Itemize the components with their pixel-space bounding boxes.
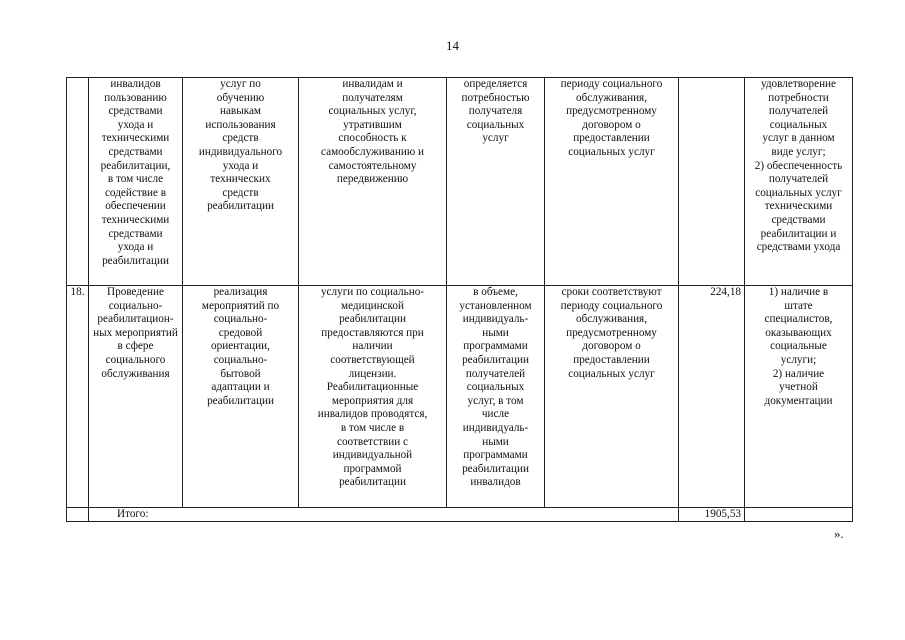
total-row xyxy=(67,508,853,522)
cell-tariff: 224,18 xyxy=(679,286,745,508)
page-number: 14 xyxy=(446,38,459,53)
cell-service-terms: периоду социального обслуживания, предусмотренному договором о предоставлении социальных услуг xyxy=(545,78,679,286)
closing-quote-mark: ». xyxy=(834,526,844,541)
cell-number xyxy=(67,78,89,286)
table-row xyxy=(67,78,853,286)
cell-tariff xyxy=(679,78,745,286)
cell-service-conditions: инвалидам и получателям социальных услуг, утратившим способность к самообслуживанию и самостоятельному передвижению xyxy=(299,78,447,286)
total-label: Итого: xyxy=(89,508,679,522)
services-table xyxy=(66,77,853,522)
cell-quality-indicators: 1) наличие в штате специалистов, оказывающих социальные услуги; 2) наличие учетной документации xyxy=(745,286,853,508)
cell-service-volume: определяется потребностью получателя социальных услуг xyxy=(447,78,545,286)
cell-service-name: Проведение социально- реабилитацион- ных мероприятий в сфере социального обслуживания xyxy=(89,286,183,508)
cell-quality-indicators: удовлетворение потребности получателей социальных услуг в данном виде услуг; 2) обеспеченность получателей социальных услуг техническими средствами реабилитации и средствами ухода xyxy=(745,78,853,286)
cell-service-volume: в объеме, установленном индивидуаль- ными программами реабилитации получателей социальных услуг, в том числе индивидуаль- ными программами реабилитации инвалидов xyxy=(447,286,545,508)
cell-service-terms: сроки соответствуют периоду социального обслуживания, предусмотренному договором о предоставлении социальных услуг xyxy=(545,286,679,508)
cell-empty xyxy=(745,508,853,522)
cell-service-description: реализация мероприятий по социально- средовой ориентации, социально- бытовой адаптации и реабилитации xyxy=(183,286,299,508)
total-value: 1905,53 xyxy=(679,508,745,522)
cell-empty xyxy=(67,508,89,522)
cell-service-name: инвалидов пользованию средствами ухода и техническими средствами реабилитации, в том числе содействие в обеспечении техническими средствами ухода и реабилитации xyxy=(89,78,183,286)
cell-service-conditions: услуги по социально- медицинской реабилитации предоставляются при наличии соответствующей лицензии. Реабилитационные мероприятия для инвалидов проводятся, в том числе в соответствии с индивидуальной программой реабилитации xyxy=(299,286,447,508)
table-row xyxy=(67,286,853,508)
cell-service-description: услуг по обучению навыкам использования средств индивидуального ухода и технических средств реабилитации xyxy=(183,78,299,286)
cell-number: 18. xyxy=(67,286,89,508)
